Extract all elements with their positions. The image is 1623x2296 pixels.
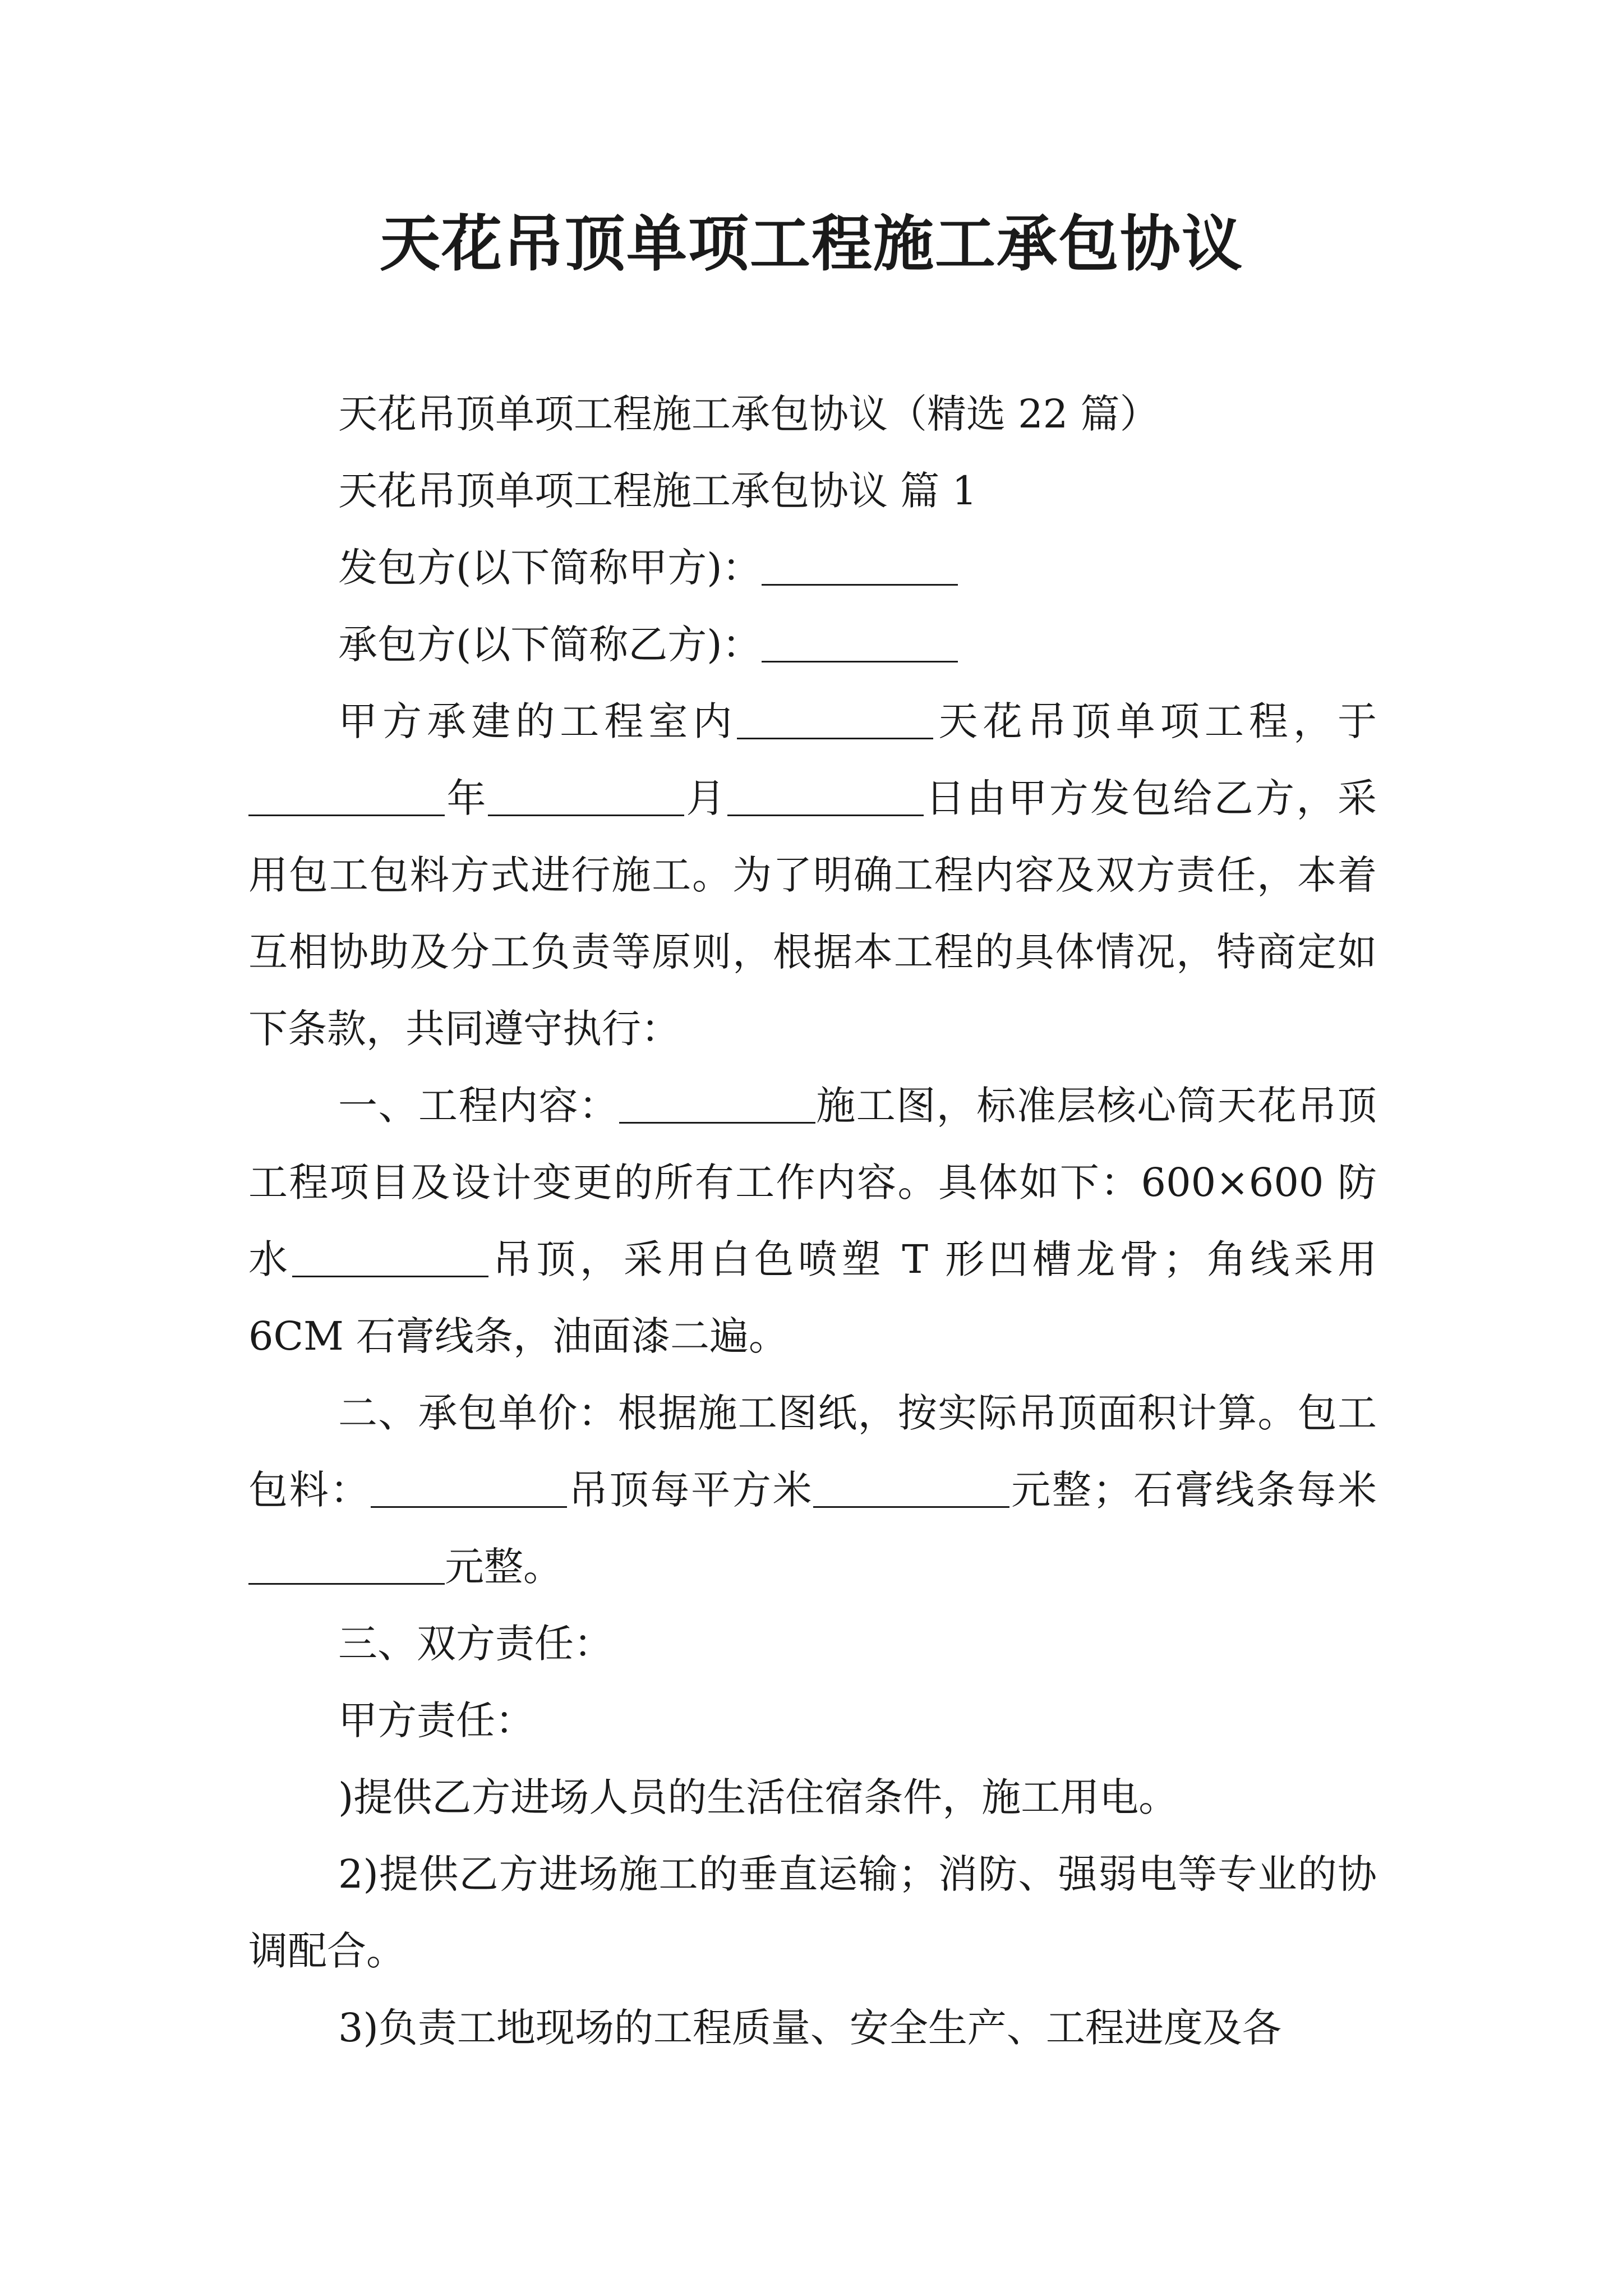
intro-blank-day bbox=[727, 777, 924, 816]
section-1-paragraph bbox=[248, 1068, 1377, 1375]
intro-text-4: 月 bbox=[684, 775, 727, 821]
section-2-text-3: 元整；石膏线条每米 bbox=[1009, 1467, 1377, 1513]
intro-text-5: 日由甲方发包给乙方，采用包工包料方式进行施工。为了明确工程内容及双方责任，本着互相协助及分工负责等原则，根据本工程的具体情况，特商定如下条款，共同遵守执行： bbox=[248, 775, 1377, 1052]
party-b-line bbox=[248, 606, 1377, 683]
duty-item-1: )提供乙方进场人员的生活住宿条件，施工用电。 bbox=[338, 1774, 1178, 1820]
intro-blank-project bbox=[737, 701, 933, 739]
duty-item-3: 3)负责工地现场的工程质量、安全生产、工程进度及各 bbox=[338, 2005, 1281, 2051]
section-2-text-4: 元整。 bbox=[445, 1544, 562, 1590]
section-1-blank-drawing bbox=[619, 1085, 815, 1124]
section-2-paragraph bbox=[248, 1375, 1377, 1605]
subtitle: 天花吊顶单项工程施工承包协议（精选 22 篇） bbox=[338, 391, 1159, 437]
intro-blank-year bbox=[248, 777, 445, 816]
intro-text-3: 年 bbox=[445, 775, 488, 821]
intro-text-1: 甲方承建的工程室内 bbox=[338, 698, 737, 744]
intro-text-2: 天花吊顶单项工程，于 bbox=[933, 698, 1377, 744]
party-b-label: 承包方(以下简称乙方)： bbox=[338, 622, 762, 668]
party-a-line bbox=[248, 530, 1377, 606]
document-body bbox=[248, 376, 1377, 2067]
section-1-text-1: 一、工程内容： bbox=[338, 1083, 619, 1129]
chapter-heading: 天花吊顶单项工程施工承包协议 篇 1 bbox=[338, 468, 978, 514]
section-1-blank-material bbox=[292, 1239, 488, 1277]
section-2-blank-type bbox=[371, 1469, 567, 1508]
duty-item-2: 2)提供乙方进场施工的垂直运输；消防、强弱电等专业的协调配合。 bbox=[248, 1851, 1377, 1974]
section-2-blank-price-m bbox=[248, 1546, 445, 1585]
party-a-duties-heading: 甲方责任： bbox=[338, 1697, 534, 1743]
section-2-text-2: 吊顶每平方米 bbox=[567, 1467, 814, 1513]
section-3-heading: 三、双方责任： bbox=[338, 1621, 613, 1667]
party-a-blank bbox=[762, 547, 958, 586]
section-1-text-3: 吊顶，采用白色喷塑 T 形凹槽龙骨；角线采用 6CM 石膏线条，油面漆二遍。 bbox=[248, 1236, 1377, 1359]
document-title: 天花吊顶单项工程施工承包协议 bbox=[379, 209, 1243, 279]
intro-paragraph bbox=[248, 683, 1377, 1068]
party-b-blank bbox=[762, 624, 958, 662]
intro-blank-month bbox=[488, 777, 684, 816]
section-2-text-1: 二、承包单价：根据施工图纸，按实际吊顶面积计算。包工包料： bbox=[248, 1390, 1377, 1513]
section-1-text-2: 施工图，标准层核心筒天花吊顶工程项目及设计变更的所有工作内容。具体如下：600×600 防水 bbox=[248, 1083, 1377, 1282]
party-a-label: 发包方(以下简称甲方)： bbox=[338, 545, 762, 591]
section-2-blank-price-sqm bbox=[813, 1469, 1009, 1508]
